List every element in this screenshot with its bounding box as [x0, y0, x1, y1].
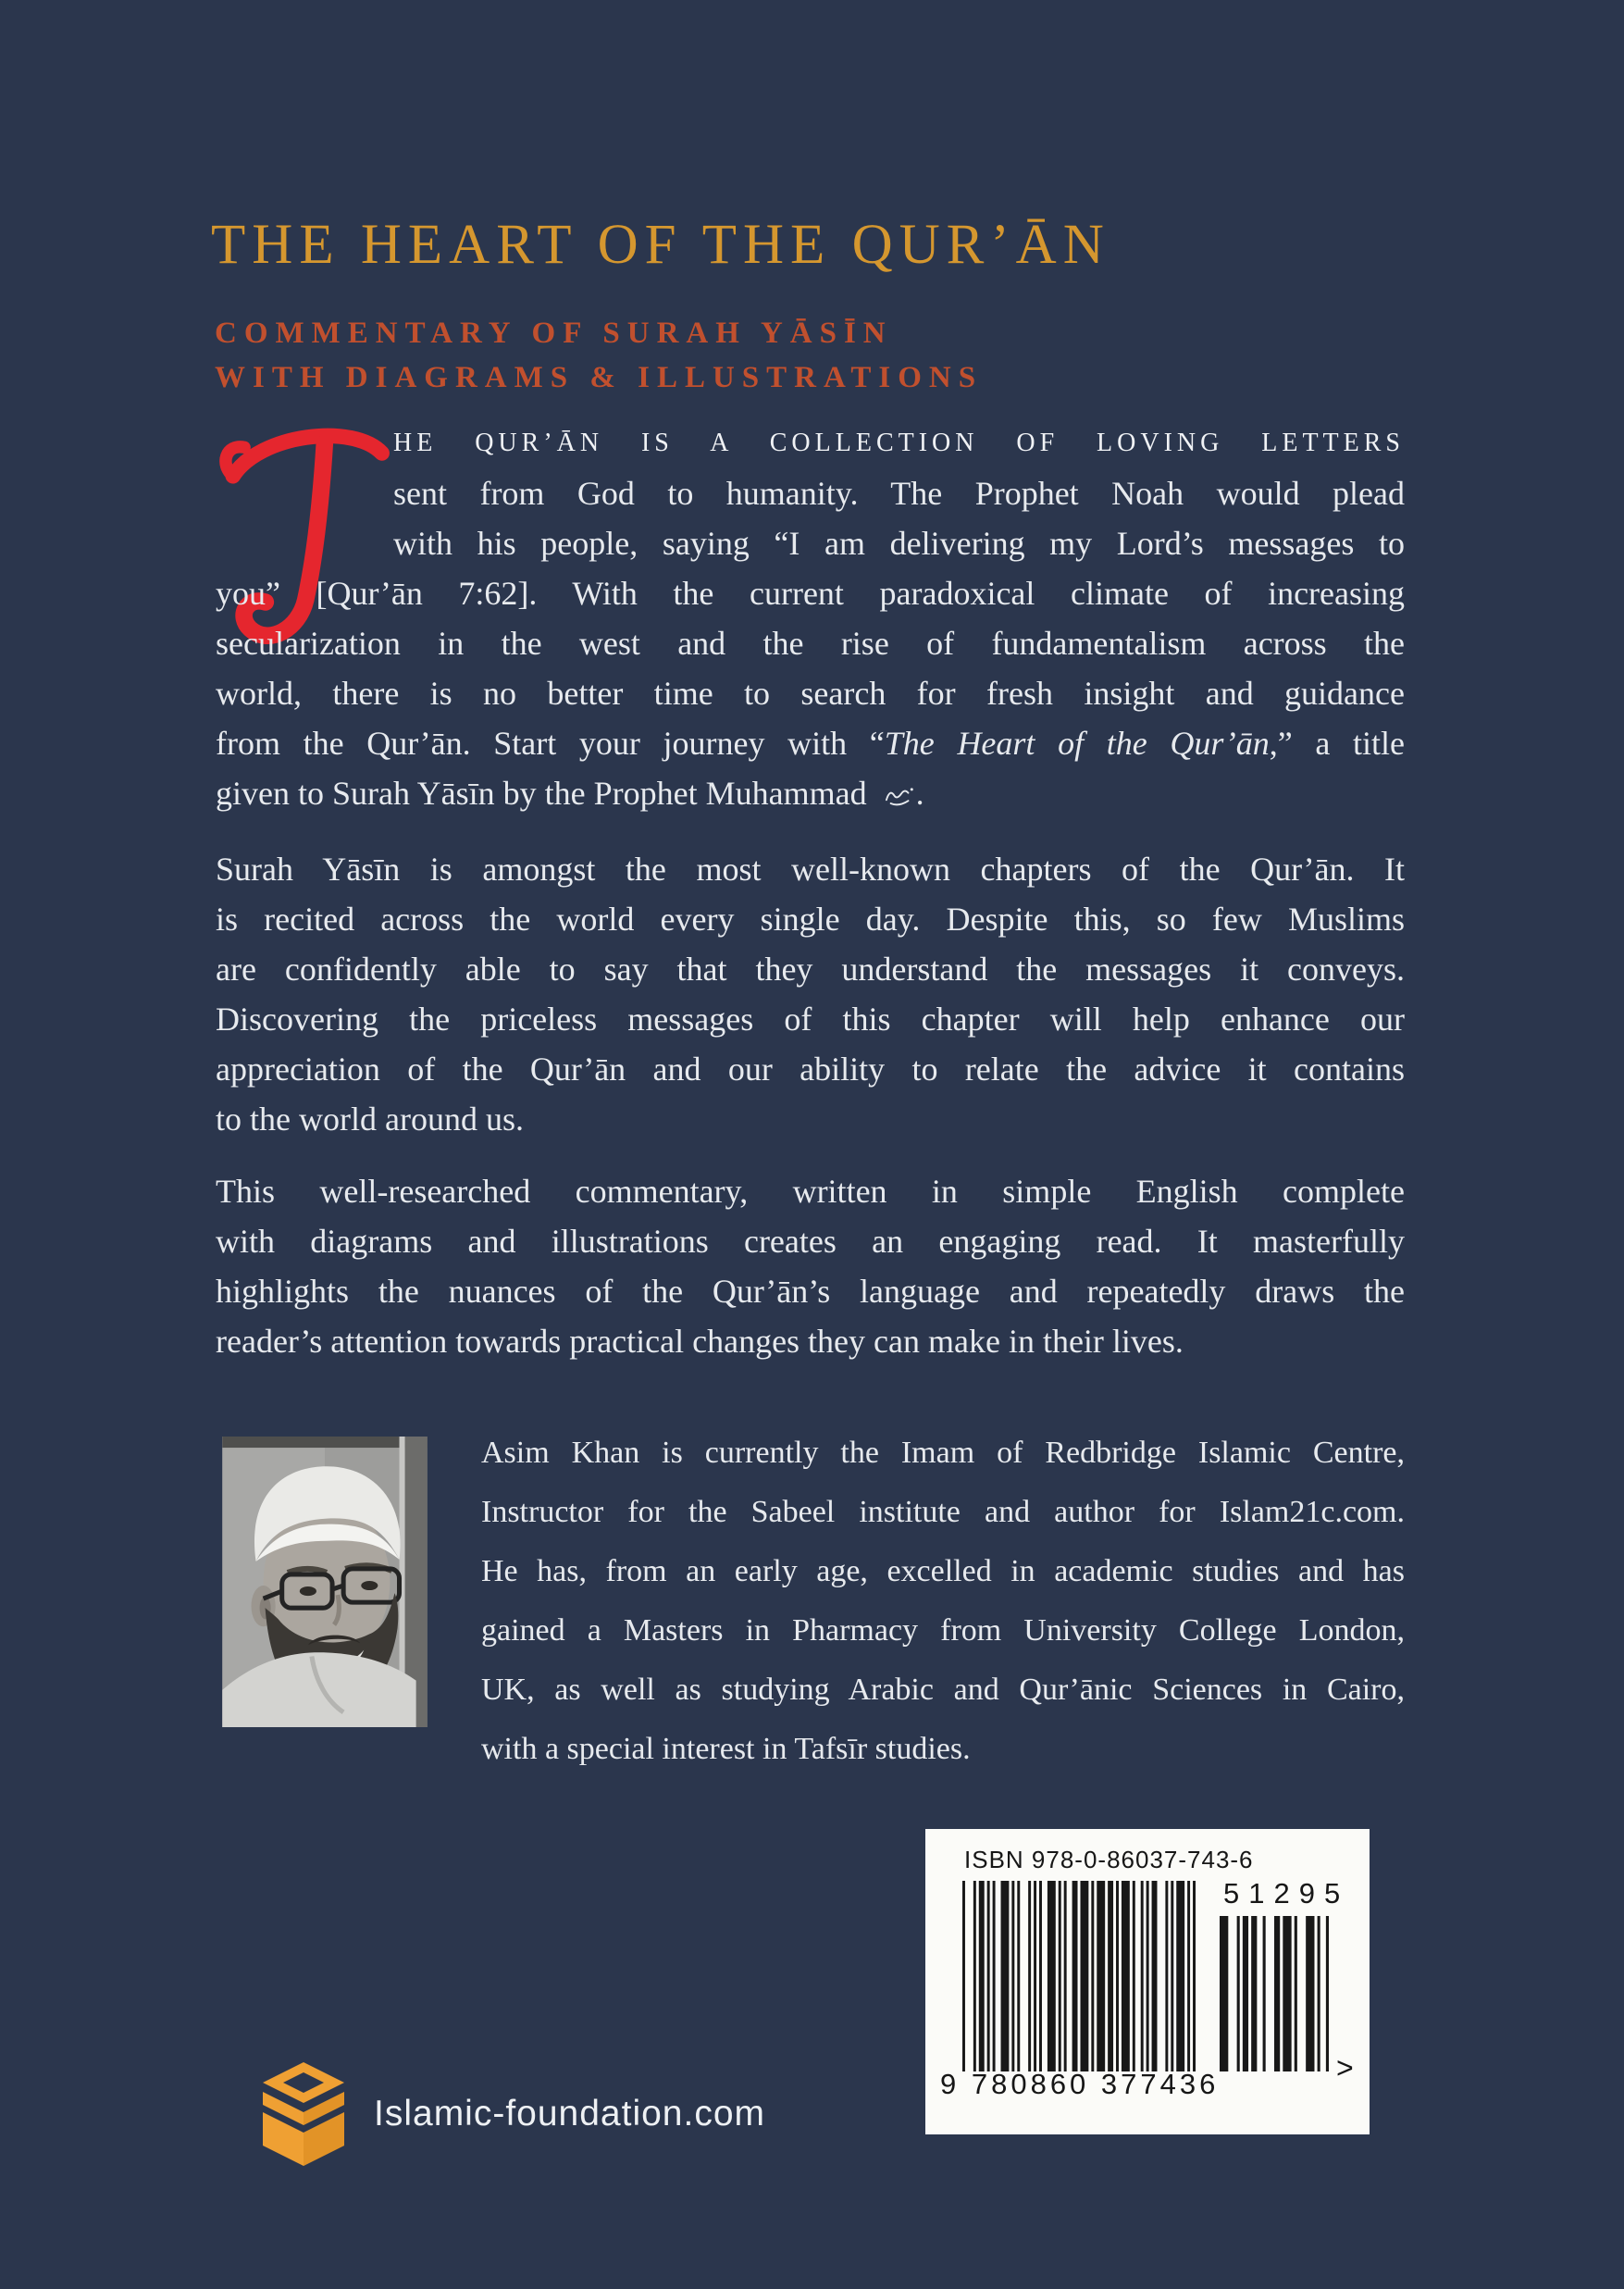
paragraph-lines	[216, 468, 1405, 768]
text-line: Discovering the priceless messages of this chapter will help enhance our	[216, 1001, 1405, 1038]
bio-lines	[481, 1424, 1405, 1779]
text-line: are confidently able to say that they understand the messages it conveys.	[216, 951, 1405, 988]
author-bio	[481, 1424, 1405, 1779]
publisher-logo	[246, 2060, 361, 2176]
synopsis-paragraph-3	[216, 1166, 1405, 1366]
ean13-barcode	[962, 1881, 1196, 2071]
barcode-panel	[925, 1829, 1370, 2134]
text-line: to the world around us.	[216, 1101, 524, 1138]
text-line: with his people, saying “I am delivering my Lord’s messages to	[393, 525, 1405, 562]
text-line: Surah Yāsīn is amongst the most well-known chapters of the Qur’ān. It	[216, 851, 1405, 888]
text-line: highlights the nuances of the Qur’ān’s language and repeatedly draws the	[216, 1273, 1405, 1310]
synopsis-paragraph-1	[216, 418, 1405, 822]
author-photo	[222, 1437, 428, 1727]
publisher-website: Islamic-foundation.com	[374, 2094, 766, 2133]
paragraph-lede-smallcaps: HE QUR’ĀN IS A COLLECTION OF LOVING LETTERS	[393, 429, 1405, 457]
paragraph-lines	[216, 1166, 1405, 1366]
text-line: with diagrams and illustrations creates an engaging read. It masterfully	[216, 1223, 1405, 1260]
text-line: you” [Qur’ān 7:62]. With the current paradoxical climate of increasing	[216, 575, 1405, 612]
text-line: gained a Masters in Pharmacy from University College London,	[481, 1613, 1405, 1648]
book-title: THE HEART OF THE QUR’ĀN	[211, 214, 1110, 276]
dropcap-letter-t	[216, 418, 393, 565]
text-line: sent from God to humanity. The Prophet Noah would plead	[393, 475, 1405, 512]
text-line: from the Qur’ān. Start your journey with “The Heart of the Qur’ān,” a title	[216, 725, 1405, 762]
text-line: reader’s attention towards practical changes they can make in their lives.	[216, 1323, 1184, 1360]
price-addon-code: 51295	[1223, 1877, 1350, 1910]
text-line: is recited across the world every single day. Despite this, so few Muslims	[216, 901, 1405, 938]
kaaba-icon	[246, 2060, 361, 2171]
text-line: with a special interest in Tafsīr studies.	[481, 1732, 971, 1766]
text-line: He has, from an early age, excelled in academic studies and has	[481, 1554, 1405, 1588]
text-line	[216, 768, 1405, 822]
text-line: secularization in the west and the rise of fundamentalism across the	[216, 625, 1405, 662]
subtitle-line-1: COMMENTARY OF SURAH YĀSĪN	[215, 317, 893, 350]
text-line: This well-researched commentary, written in simple English complete	[216, 1173, 1405, 1210]
synopsis	[216, 418, 1405, 1388]
text-line: Asim Khan is currently the Imam of Redbridge Islamic Centre,	[481, 1436, 1405, 1470]
synopsis-paragraph-2	[216, 844, 1405, 1144]
paragraph-lines	[216, 844, 1405, 1144]
muhammad-honorific-icon	[885, 772, 916, 822]
text-line: appreciation of the Qur’ān and our ability to relate the advice it contains	[216, 1051, 1405, 1088]
book-subtitle	[215, 311, 983, 400]
sentence-period: .	[915, 775, 924, 812]
subtitle-line-2: WITH DIAGRAMS & ILLUSTRATIONS	[215, 361, 984, 394]
text-line: world, there is no better time to search for fresh insight and guidance	[216, 675, 1405, 712]
ean-digits: 9 780860 377436	[940, 2068, 1220, 2100]
addon-barcode	[1220, 1916, 1329, 2071]
isbn-label: ISBN 978-0-86037-743-6	[964, 1846, 1254, 1873]
author-portrait-image	[222, 1437, 428, 1727]
quiet-zone-indicator: >	[1336, 2051, 1354, 2084]
text-line: UK, as well as studying Arabic and Qur’ānic Sciences in Cairo,	[481, 1673, 1405, 1707]
text-line: Instructor for the Sabeel institute and author for Islam21c.com.	[481, 1495, 1405, 1529]
paragraph-last-line: given to Surah Yāsīn by the Prophet Muhammad	[216, 775, 867, 812]
